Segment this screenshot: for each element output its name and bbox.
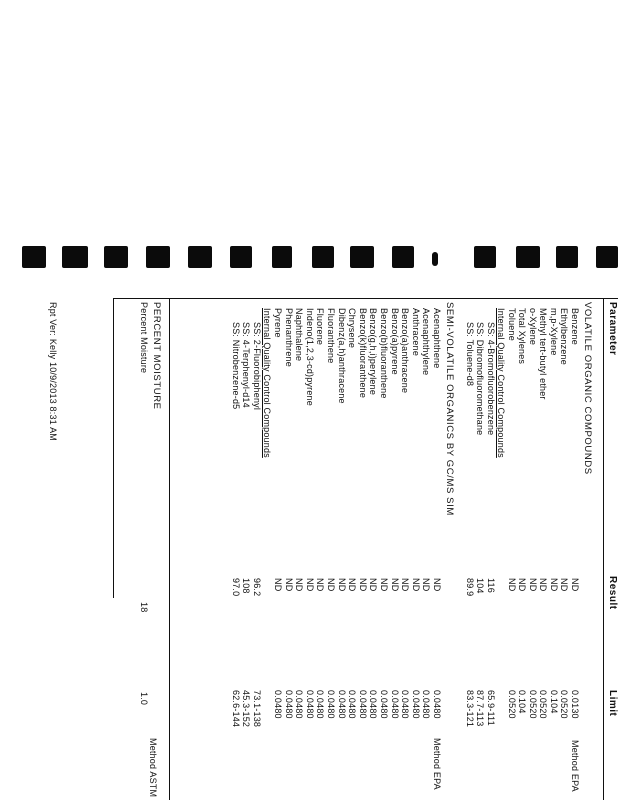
svoc-row-name: Anthracene xyxy=(410,308,421,357)
voc-qc-row-limit: 65.9-111 xyxy=(486,690,496,726)
moisture-name: Percent Moisture xyxy=(139,302,149,374)
svoc-row-limit: 0.0480 xyxy=(400,690,411,719)
svoc-row-name: Naphthalene xyxy=(294,308,305,362)
voc-row-limit: 0.0520 xyxy=(538,690,549,719)
left-rule xyxy=(113,298,618,299)
binder-hole xyxy=(432,252,438,266)
voc-row-limit: 0.0520 xyxy=(507,690,517,719)
svoc-row-result: ND xyxy=(326,578,336,592)
svoc-row-name: Indeno(1,2,3-cd)pyrene xyxy=(304,308,315,406)
voc-row-result: ND xyxy=(517,578,528,592)
svoc-row-result: ND xyxy=(389,578,400,592)
svoc-qc-row-limit: 73.1-138 xyxy=(251,690,262,728)
binder-hole xyxy=(474,246,496,268)
section-svoc-title: SEMI-VOLATILE ORGANICS BY GC/MS SIM xyxy=(444,302,455,516)
svoc-row-result: ND xyxy=(421,578,432,592)
svoc-qc-row-result: 96.2 xyxy=(251,578,262,597)
voc-row-result: ND xyxy=(528,578,538,592)
binder-hole xyxy=(392,246,414,268)
svoc-row-limit: 0.0480 xyxy=(379,690,389,719)
section-rule xyxy=(169,298,170,800)
voc-qc-row-result: 116 xyxy=(486,578,496,593)
binder-hole xyxy=(350,246,374,268)
header-limit: Limit xyxy=(607,690,618,717)
svoc-qc-row-name: SS: 4-Terphenyl-d14 xyxy=(241,322,252,408)
svoc-row-result: ND xyxy=(400,578,411,592)
svoc-row-result: ND xyxy=(357,578,368,592)
voc-qc-title: Internal Quality Control Compounds xyxy=(496,308,507,458)
svoc-row-name: Benzo(g,h,i)perylene xyxy=(368,308,379,396)
svoc-row-limit: 0.0480 xyxy=(347,690,358,719)
section-moisture-title: PERCENT MOISTURE xyxy=(151,302,162,410)
binder-hole xyxy=(516,246,540,268)
svoc-row-limit: 0.0480 xyxy=(304,690,315,719)
binder-hole xyxy=(230,246,252,268)
svoc-row-limit: 0.0480 xyxy=(432,690,442,719)
report-version-footer: Rpt Ver: Kelly 10/9/2013 8:31 AM xyxy=(48,302,58,441)
voc-row-name: o-Xylene xyxy=(528,308,538,346)
svoc-row-limit: 0.0480 xyxy=(389,690,400,719)
svoc-qc-row-result: 97.0 xyxy=(230,578,241,597)
voc-qc-row-name: SS: 4-Bromofluorobenzene xyxy=(486,322,496,436)
svoc-row-result: ND xyxy=(315,578,326,592)
svoc-row-limit: 0.0480 xyxy=(357,690,368,719)
binder-hole xyxy=(104,246,128,268)
method-moisture: Method ASTM xyxy=(148,738,158,798)
voc-qc-row-limit: 87.7-113 xyxy=(475,690,486,727)
voc-row-result: ND xyxy=(549,578,559,592)
moisture-result: 18 xyxy=(139,602,149,613)
voc-rows xyxy=(30,298,618,800)
voc-row-name: Total Xylenes xyxy=(517,308,528,365)
voc-qc-row-result: 104 xyxy=(475,578,486,594)
svoc-row-name: Phenanthrene xyxy=(283,308,294,367)
svoc-row-limit: 0.0480 xyxy=(273,690,283,719)
svoc-qc-row-name: SS: Nitrobenzene-d5 xyxy=(230,322,241,410)
header-result: Result xyxy=(607,576,618,610)
binder-hole xyxy=(596,246,618,268)
svoc-row-result: ND xyxy=(273,578,283,592)
svoc-row-name: Pyrene xyxy=(273,308,283,338)
svoc-row-result: ND xyxy=(304,578,315,592)
voc-row-limit: 0.0520 xyxy=(559,690,570,719)
method-voc: Method EPA xyxy=(570,740,580,792)
voc-row-result: ND xyxy=(559,578,570,592)
svoc-qc-title: Internal Quality Control Compounds xyxy=(262,308,273,458)
binder-hole xyxy=(62,246,88,268)
svoc-row-limit: 0.0480 xyxy=(315,690,326,719)
binder-hole xyxy=(272,246,292,268)
signature-rule xyxy=(113,298,114,598)
svoc-row-name: Benzo(a)anthracene xyxy=(400,308,411,394)
svoc-row-name: Fluorene xyxy=(315,308,326,346)
svoc-row-name: Fluoranthene xyxy=(326,308,336,364)
svoc-qc-row-result: 108 xyxy=(241,578,252,594)
svoc-row-result: ND xyxy=(379,578,389,592)
svoc-row-name: Benzo(a)pyrene xyxy=(389,308,400,375)
voc-row-limit: 0.104 xyxy=(517,690,528,714)
svoc-row-result: ND xyxy=(347,578,358,592)
voc-qc-row-name: SS: Dibromofluoromethane xyxy=(475,322,486,436)
voc-row-result: ND xyxy=(507,578,517,592)
voc-row-limit: 0.104 xyxy=(549,690,559,714)
header-parameter: Parameter xyxy=(607,302,618,356)
voc-row-name: Methyl tert-butyl ether xyxy=(538,308,549,400)
svoc-row-result: ND xyxy=(294,578,305,592)
svoc-row-result: ND xyxy=(410,578,421,592)
binder-hole xyxy=(146,246,170,268)
binder-hole xyxy=(22,246,46,268)
voc-row-limit: 0.0520 xyxy=(528,690,538,719)
voc-row-name: Benzene xyxy=(570,308,580,345)
svoc-row-result: ND xyxy=(432,578,442,592)
svoc-row-result: ND xyxy=(283,578,294,592)
svoc-row-result: ND xyxy=(368,578,379,592)
voc-row-name: Toluene xyxy=(507,308,517,341)
svoc-row-limit: 0.0480 xyxy=(336,690,347,719)
svoc-row-limit: 0.0480 xyxy=(294,690,305,719)
svoc-row-limit: 0.0480 xyxy=(368,690,379,719)
voc-row-result: ND xyxy=(570,578,580,592)
svoc-row-limit: 0.0480 xyxy=(283,690,294,719)
svoc-row-name: Benzo(b)fluoranthene xyxy=(379,308,389,399)
section-voc-title: VOLATILE ORGANIC COMPOUNDS xyxy=(582,302,593,475)
svoc-qc-row-limit: 45.3-152 xyxy=(241,690,252,728)
voc-qc-row-result: 89.9 xyxy=(465,578,475,597)
svoc-row-name: Acenaphthene xyxy=(432,308,442,369)
svoc-row-result: ND xyxy=(336,578,347,592)
method-svoc: Method EPA xyxy=(432,738,442,790)
svoc-row-name: Acenaphthylene xyxy=(421,308,432,376)
svoc-row-name: Chrysene xyxy=(347,308,358,349)
svoc-qc-row-limit: 62.6-144 xyxy=(230,690,241,728)
binder-hole xyxy=(556,246,578,268)
svoc-row-name: Benzo(k)fluoranthene xyxy=(357,308,368,399)
voc-qc-row-limit: 83.3-121 xyxy=(465,690,475,728)
voc-row-name: Ethylbenzene xyxy=(559,308,570,365)
svoc-row-name: Dibenz(a,h)anthracene xyxy=(336,308,347,404)
svoc-row-limit: 0.0480 xyxy=(326,690,336,719)
lab-report-page xyxy=(30,298,618,800)
binder-hole xyxy=(312,246,334,268)
voc-row-result: ND xyxy=(538,578,549,592)
voc-row-limit: 0.0130 xyxy=(570,690,580,719)
voc-row-name: m,p-Xylene xyxy=(549,308,559,356)
binder-hole xyxy=(188,246,212,268)
voc-qc-row-name: SS: Toluene-d8 xyxy=(465,322,475,387)
svoc-qc-row-name: SS: 2-Fluorobiphenyl xyxy=(251,322,262,411)
moisture-limit: 1.0 xyxy=(139,692,149,706)
svoc-row-limit: 0.0480 xyxy=(410,690,421,719)
svoc-row-limit: 0.0480 xyxy=(421,690,432,719)
